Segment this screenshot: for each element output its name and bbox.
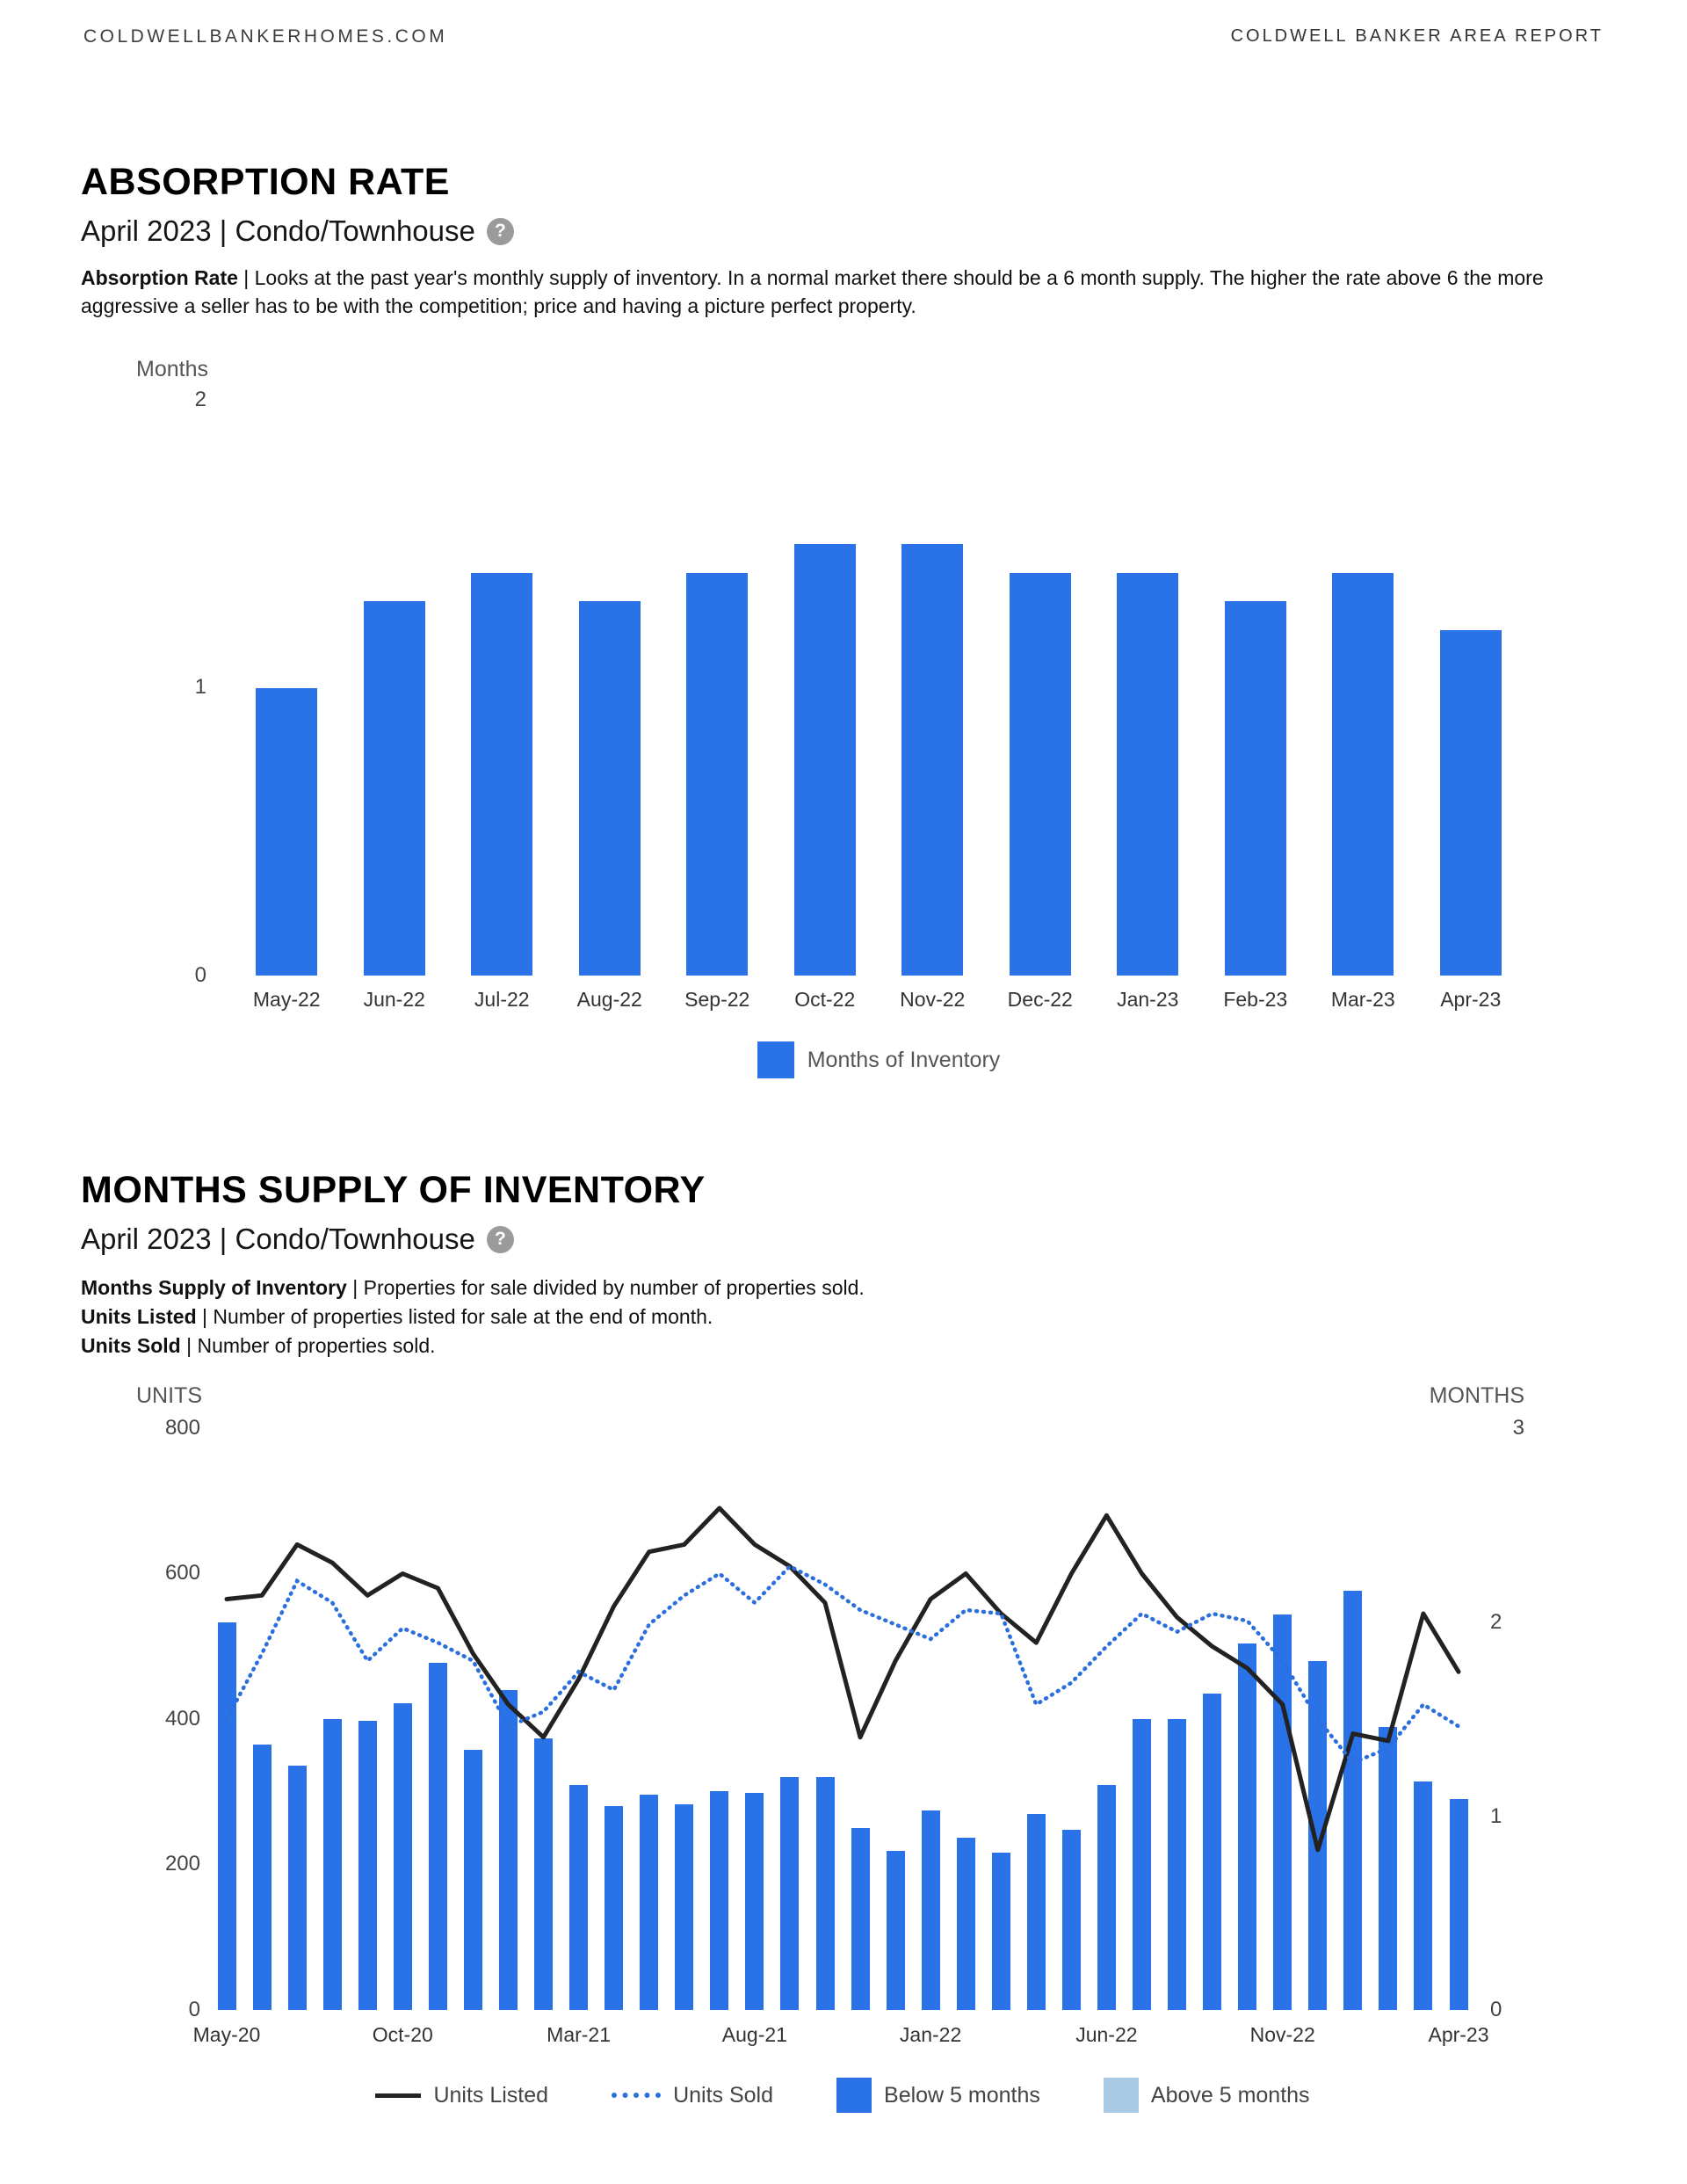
- legend-label-months-of-inventory: Months of Inventory: [807, 1047, 1001, 1072]
- x-label-Sep-22: Sep-22: [684, 988, 750, 1011]
- absorption-title: ABSORPTION RATE: [81, 161, 450, 203]
- chart1-ytick-0: 0: [194, 963, 206, 987]
- x-label-Dec-22: Dec-22: [1007, 988, 1073, 1011]
- legend-label: Units Listed: [433, 2082, 549, 2108]
- x-label-May-20: May-20: [192, 2023, 261, 2046]
- above-5-months-swatch: [1104, 2078, 1139, 2113]
- x-label-Apr-23: Apr-23: [1428, 2023, 1489, 2046]
- help-icon[interactable]: ?: [487, 218, 514, 245]
- absorption-section: [81, 163, 1610, 321]
- chart2-right-axis-title: MONTHS: [1429, 1383, 1524, 1408]
- msi-subtitle: April 2023 | Condo/Townhouse: [81, 1223, 475, 1256]
- msi-subtitle-row: [81, 1223, 1610, 1256]
- absorption-subtitle: April 2023 | Condo/Townhouse: [81, 214, 475, 248]
- legend-label: Units Sold: [673, 2082, 774, 2108]
- bar-Sep-22: [686, 573, 748, 976]
- bar-Oct-22: [794, 544, 856, 976]
- msi-definitions: [81, 1273, 1610, 1360]
- msi-title: MONTHS SUPPLY OF INVENTORY: [81, 1169, 706, 1211]
- site-url: COLDWELLBANKERHOMES.COM: [83, 26, 448, 47]
- chart2-x-axis-labels: [192, 2023, 1489, 2050]
- x-label-May-22: May-22: [252, 988, 321, 1011]
- definition-line: Months Supply of Inventory | Properties for sale divided by number of properties sold.: [81, 1276, 865, 1300]
- chart2-rtick-2: 2: [1490, 1610, 1502, 1634]
- bar-Mar-23: [1332, 573, 1394, 976]
- absorption-chart-plot: [233, 400, 1524, 976]
- chart2-ltick-0: 0: [188, 1998, 200, 2021]
- msi-section: [81, 1171, 1610, 1360]
- legend-label: Above 5 months: [1150, 2082, 1310, 2108]
- chart2-rtick-0: 0: [1490, 1998, 1502, 2021]
- x-label-Mar-23: Mar-23: [1330, 988, 1395, 1011]
- chart1-x-axis-labels: [233, 988, 1524, 1012]
- x-label-Jun-22: Jun-22: [1075, 2023, 1138, 2046]
- bar-Dec-22: [1010, 573, 1071, 976]
- chart1-legend: [233, 1041, 1524, 1078]
- units-sold-dotted-swatch: [612, 2093, 661, 2098]
- chart2-ltick-400: 400: [164, 1707, 200, 1731]
- x-label-Oct-22: Oct-22: [794, 988, 856, 1011]
- chart2-left-axis-title: UNITS: [136, 1383, 202, 1408]
- chart2-legend: [209, 2078, 1476, 2113]
- x-label-Jan-22: Jan-22: [899, 2023, 962, 2046]
- chart1-ytick-2: 2: [194, 388, 206, 411]
- absorption-desc-text: | Looks at the past year's monthly supply of inventory. In a normal market there should be a 6 month supply. The higher the rate above 6 the more aggressive a seller has to be with the competition; price and having a picture perfect property.: [81, 266, 1544, 318]
- units-listed-line-swatch: [375, 2093, 421, 2098]
- x-label-Apr-23: Apr-23: [1440, 988, 1502, 1011]
- bar-Jun-22: [364, 601, 425, 976]
- x-label-Mar-21: Mar-21: [547, 2023, 612, 2046]
- chart2-rtick-3: 3: [1512, 1416, 1524, 1440]
- bar-May-22: [256, 688, 317, 976]
- legend-swatch-months-of-inventory: [757, 1041, 794, 1078]
- chart2-ltick-600: 600: [164, 1561, 200, 1585]
- page-header: [83, 26, 1604, 47]
- x-label-Jun-22: Jun-22: [363, 988, 425, 1011]
- x-label-Feb-23: Feb-23: [1223, 988, 1288, 1011]
- absorption-desc-term: Absorption Rate: [81, 266, 238, 290]
- help-icon[interactable]: ?: [487, 1226, 514, 1253]
- report-name: COLDWELL BANKER AREA REPORT: [1230, 26, 1604, 46]
- legend-item-units-sold: [612, 2083, 773, 2108]
- legend-item-below-5-months: [836, 2078, 1040, 2113]
- x-label-Jan-23: Jan-23: [1117, 988, 1179, 1011]
- chart1-ytick-1: 1: [194, 675, 206, 699]
- absorption-description: [81, 264, 1610, 320]
- x-label-Nov-22: Nov-22: [1249, 2023, 1315, 2046]
- msi-chart-plot: [209, 1428, 1476, 2010]
- x-label-Jul-22: Jul-22: [474, 988, 530, 1011]
- legend-item-units-listed: [375, 2083, 548, 2108]
- chart2-ltick-800: 800: [164, 1416, 200, 1440]
- x-label-Nov-22: Nov-22: [900, 988, 966, 1011]
- legend-label: Below 5 months: [884, 2082, 1040, 2108]
- x-label-Aug-21: Aug-21: [721, 2023, 787, 2046]
- definition-line: Units Listed | Number of properties listed for sale at the end of month.: [81, 1305, 713, 1329]
- bar-Jan-23: [1117, 573, 1178, 976]
- x-label-Oct-20: Oct-20: [372, 2023, 433, 2046]
- bar-Aug-22: [579, 601, 641, 976]
- absorption-subtitle-row: [81, 214, 1610, 248]
- bar-Jul-22: [471, 573, 532, 976]
- chart1-y-axis-title: Months: [136, 357, 208, 381]
- bar-Nov-22: [901, 544, 963, 976]
- chart2-ltick-200: 200: [164, 1852, 200, 1876]
- definition-line: Units Sold | Number of properties sold.: [81, 1334, 436, 1358]
- bar-Apr-23: [1440, 630, 1502, 976]
- x-label-Aug-22: Aug-22: [576, 988, 642, 1011]
- legend-item-above-5-months: [1104, 2078, 1310, 2113]
- chart2-rtick-1: 1: [1490, 1804, 1502, 1828]
- bar-Feb-23: [1225, 601, 1286, 976]
- units-listed-line: [227, 1508, 1459, 1850]
- msi-line-overlay: [209, 1428, 1476, 2010]
- below-5-months-swatch: [836, 2078, 872, 2113]
